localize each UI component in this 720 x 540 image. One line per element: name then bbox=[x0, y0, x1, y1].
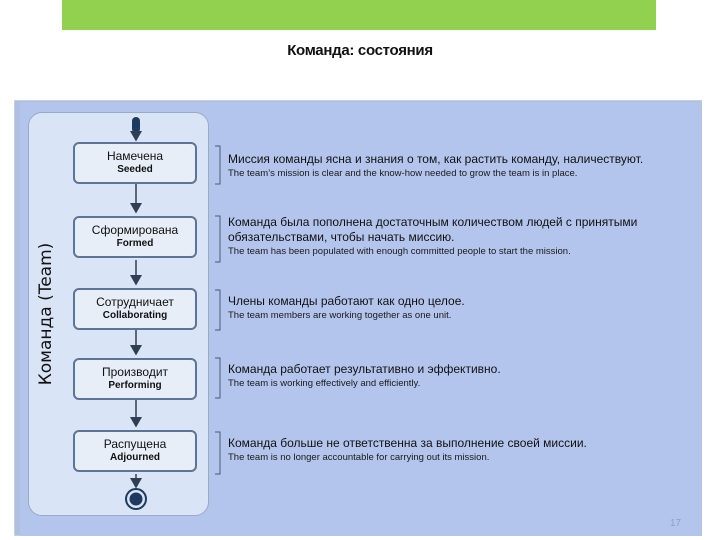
state-en-label: Collaborating bbox=[102, 310, 168, 321]
desc-en-text: The team members are working together as one unit. bbox=[228, 310, 452, 321]
desc-ru-text: Члены команды работают как одно целое. bbox=[228, 294, 465, 308]
desc-ru-text: Команда работает результативно и эффективно. bbox=[228, 362, 501, 376]
desc-seeded bbox=[228, 152, 698, 181]
slide-title: Команда: состояния bbox=[287, 42, 433, 59]
bracket-adjourned bbox=[215, 432, 220, 474]
bracket-formed bbox=[215, 216, 220, 262]
bracket-collaborating bbox=[215, 290, 220, 330]
state-ru-label: Сформирована bbox=[91, 223, 179, 237]
lane-label-text: Команда (Team) bbox=[36, 242, 56, 386]
state-en-label: Performing bbox=[108, 380, 162, 391]
desc-en-text: The team’s mission is clear and the know-how needed to grow the team is in place. bbox=[228, 168, 578, 179]
state-formed bbox=[73, 216, 197, 258]
desc-formed bbox=[228, 215, 678, 259]
state-collaborating bbox=[73, 288, 197, 330]
desc-ru-text: Команда была пополнена достаточным количеством людей с принятыми обязательствами, чтобы начать миссию. bbox=[228, 215, 638, 244]
state-en-label: Seeded bbox=[117, 164, 153, 175]
state-seeded bbox=[73, 142, 197, 184]
bracket-seeded bbox=[215, 146, 220, 184]
desc-performing bbox=[228, 362, 698, 391]
state-ru-label: Сотрудничает bbox=[96, 295, 174, 309]
initial-node bbox=[132, 117, 140, 133]
desc-adjourned bbox=[228, 436, 698, 465]
state-en-label: Adjourned bbox=[110, 452, 160, 463]
desc-collaborating bbox=[228, 294, 698, 323]
state-ru-label: Намечена bbox=[106, 149, 164, 163]
state-adjourned bbox=[73, 430, 197, 472]
state-ru-label: Производит bbox=[101, 365, 169, 379]
final-node-inner bbox=[130, 493, 143, 506]
desc-en-text: The team has been populated with enough committed people to start the mission. bbox=[228, 246, 571, 257]
page-number: 17 bbox=[670, 518, 682, 529]
bracket-performing bbox=[215, 358, 220, 398]
state-ru-label: Распущена bbox=[103, 437, 167, 451]
state-en-label: Formed bbox=[116, 238, 154, 249]
desc-ru-text: Команда больше не ответственна за выполнение своей миссии. bbox=[228, 436, 587, 450]
desc-en-text: The team is working effectively and efficiently. bbox=[228, 378, 421, 389]
desc-ru-text: Миссия команды ясна и знания о том, как растить команду, наличествуют. bbox=[228, 152, 644, 166]
state-performing bbox=[73, 358, 197, 400]
desc-en-text: The team is no longer accountable for carrying out its mission. bbox=[228, 452, 490, 463]
